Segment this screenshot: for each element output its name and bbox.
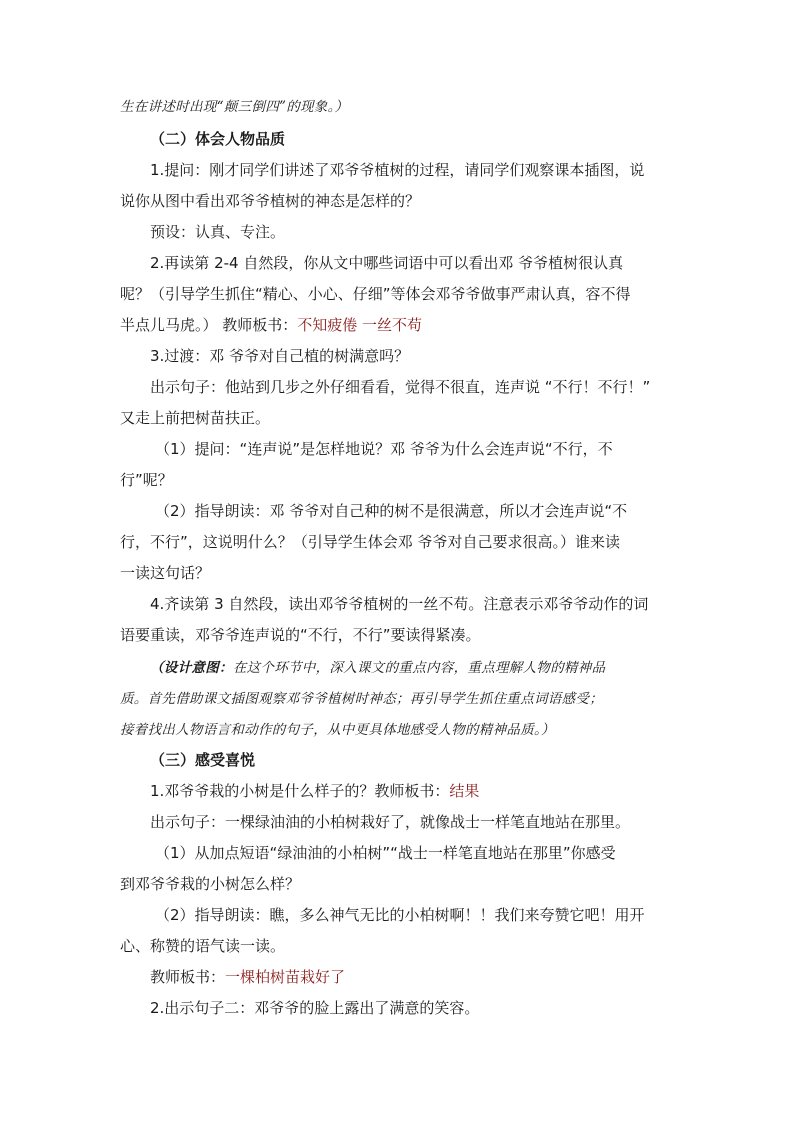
paragraph-line: 心、称赞的语气读一读。 <box>120 937 286 955</box>
paragraph-line: 3.过渡：邓 爷爷对自己植的树满意吗？ <box>150 347 410 365</box>
line-text: 1.邓爷爷栽的小树是什么样子的？教师板书： <box>150 782 450 800</box>
paragraph-line: 预设：认真、专注。 <box>150 223 286 241</box>
design-intent-label: （设计意图： <box>150 660 233 676</box>
line-text: 半点儿马虎。） 教师板书： <box>120 316 298 334</box>
line-text: 在这个环节中，深入课文的重点内容，重点理解人物的精神品 <box>232 660 606 676</box>
paragraph-line: 行”呢？ <box>120 471 173 489</box>
paragraph-line: 出示句子：一棵绿油油的小柏树栽好了，就像战士一样笔直地站在那里。 <box>150 813 631 831</box>
paragraph-line: （2）指导朗读：瞧，多么神气无比的小柏树啊！！我们来夸赞它吧！用开 <box>155 906 645 924</box>
section-heading: （三）感受喜悦 <box>150 751 256 769</box>
paragraph-line: （1）提问：“连声说”是怎样地说？邓 爷爷为什么会连声说“不行，不 <box>155 440 613 458</box>
board-note: 不知疲倦 一丝不苟 <box>297 316 423 334</box>
paragraph-line: 呢？（引导学生抓住“精心、小心、仔细”等体会邓爷爷做事严肃认真，容不得 <box>120 285 631 303</box>
paragraph-line: 行，不行”，这说明什么？（引导学生体会邓 爷爷对自己要求很高。）谁来读 <box>120 533 621 551</box>
paragraph-line: 2.再读第 2-4 自然段，你从文中哪些词语中可以看出邓 爷爷植树很认真 <box>150 254 624 272</box>
section-heading: （二）体会人物品质 <box>150 130 286 148</box>
paragraph-line <box>150 966 345 988</box>
paragraph-line: 4.齐读第 3 自然段，读出邓爷爷植树的一丝不苟。注意表示邓爷爷动作的词 <box>150 595 649 613</box>
paragraph-line: 说你从图中看出邓爷爷植树的神态是怎样的？ <box>120 192 421 210</box>
paragraph-line: 1.提问：刚才同学们讲述了邓爷爷植树的过程，请同学们观察课本插图，说 <box>150 161 645 179</box>
paragraph-line <box>120 314 422 336</box>
paragraph-line: 语要重读，邓爷爷连声说的“不行，不行”要读得紧凑。 <box>120 626 481 644</box>
paragraph-line: 到邓爷爷栽的小树怎么样？ <box>120 875 301 893</box>
paragraph-line: 2.出示句子二：邓爷爷的脸上露出了满意的笑容。 <box>150 999 480 1017</box>
paragraph-line <box>150 780 479 802</box>
paragraph-line: 又走上前把树苗扶正。 <box>120 409 271 427</box>
paragraph-line: （1）从加点短语“绿油油的小柏树”“战士一样笔直地站在那里”你感受 <box>155 844 616 862</box>
board-note: 结果 <box>449 782 480 800</box>
paragraph-line: 生在讲述时出现“颠三倒四”的现象。） <box>120 99 349 115</box>
line-text: 教师板书： <box>150 968 226 986</box>
paragraph-line: 出示句子：他站到几步之外仔细看看，觉得不很直，连声说 “不行！不行！” <box>150 378 651 396</box>
paragraph-line: （2）指导朗读：邓 爷爷对自己种的树不是很满意，所以才会连声说“不 <box>155 502 628 520</box>
design-intent-line <box>150 657 605 679</box>
board-note: 一棵柏树苗栽好了 <box>225 968 346 986</box>
paragraph-line: 一读这句话？ <box>120 564 211 582</box>
design-intent-line: 接着找出人物语言和动作的句子，从中更具体地感受人物的精神品质。） <box>120 722 555 738</box>
design-intent-line: 质。首先借助课文插图观察邓爷爷植树时神态；再引导学生抓住重点词语感受； <box>120 691 603 707</box>
